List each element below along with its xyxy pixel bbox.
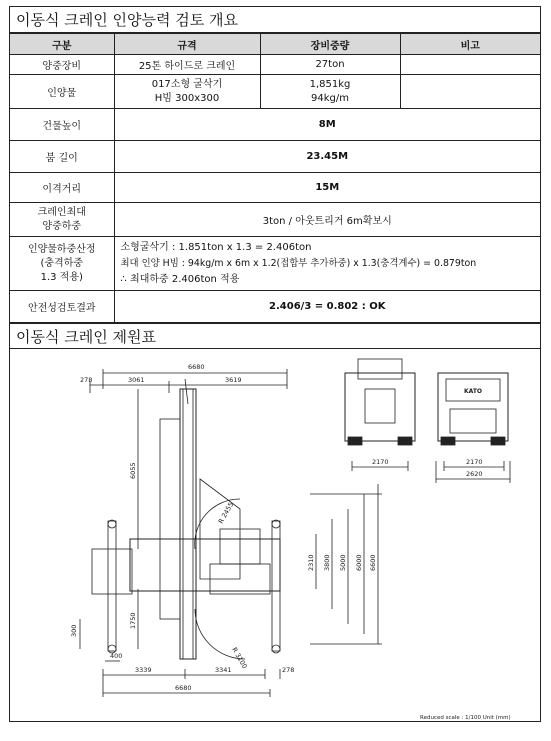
cell-spec: 017소형 굴삭기 H빔 300x300: [114, 75, 260, 109]
cell-weight: 1,851kg 94kg/m: [260, 75, 400, 109]
header-weight: 장비중량: [260, 34, 400, 55]
row-label: 이격거리: [10, 173, 114, 203]
dim-6000: 6000: [355, 554, 363, 571]
dim-top-total: 6680: [188, 363, 205, 371]
section-title-spec: 이동식 크레인 제원표: [10, 323, 540, 349]
scale-note: Reduced scale : 1/100 Unit (mm): [420, 715, 511, 721]
cell-note: [400, 75, 540, 109]
dim-front-width: 2170: [372, 458, 389, 466]
row-label: 크레인최대 양중하중: [10, 203, 114, 237]
row-label: 붐 길이: [10, 141, 114, 173]
row-label: 건물높이: [10, 109, 114, 141]
document-page: [9, 6, 541, 722]
dim-6055: 6055: [129, 462, 137, 479]
cell-value: 8M: [114, 109, 540, 141]
dim-r2455: R 2455: [216, 500, 236, 525]
overview-table: [10, 33, 540, 323]
cell-spec: 25톤 하이드로 크레인: [114, 55, 260, 75]
cell-value: 3ton / 아웃트리거 6m확보시: [114, 203, 540, 237]
brand-label: KATO: [464, 388, 483, 395]
row-label: 양중장비: [10, 55, 114, 75]
header-spec: 규격: [114, 34, 260, 55]
row-label: 인양물: [10, 75, 114, 109]
cell-value: 15M: [114, 173, 540, 203]
dim-300: 300: [70, 624, 78, 637]
crane-drawing-svg: [10, 349, 540, 725]
dim-bottom-left: 3339: [135, 666, 152, 674]
dim-rear-total: 2620: [466, 470, 483, 478]
dim-bottom-total: 6680: [175, 684, 192, 692]
dim-r3100: R 3100: [230, 646, 249, 671]
dim-top-right: 3619: [225, 376, 242, 384]
row-label: 안전성검토결과: [10, 291, 114, 323]
cell-weight: 27ton: [260, 55, 400, 75]
dim-bottom-right: 3341: [215, 666, 232, 674]
dim-1750: 1750: [129, 612, 137, 629]
dim-5000: 5000: [339, 554, 347, 571]
dim-top-left: 3061: [128, 376, 145, 384]
cell-result: 2.406/3 = 0.802 : OK: [114, 291, 540, 323]
dim-400: 400: [110, 652, 123, 660]
dim-bottom-278: 278: [282, 666, 295, 674]
header-note: 비고: [400, 34, 540, 55]
row-label: 인양물하중산정 (충격하중 1.3 적용): [10, 237, 114, 291]
cell-note: [400, 55, 540, 75]
dim-2310: 2310: [307, 554, 315, 571]
dim-6600: 6600: [369, 554, 377, 571]
dim-3800: 3800: [323, 554, 331, 571]
cell-calculation: 소형굴삭기 : 1.851ton x 1.3 = 2.406ton 최대 인양 H빔 : 94kg/m x 6m x 1.2(접합부 추가하중) x 1.3(충격계수) = 0.879ton ∴ 최대하중 2.406ton 적용: [114, 237, 540, 291]
section-title-overview: 이동식 크레인 인양능력 검토 개요: [10, 7, 540, 33]
dim-rear-width: 2170: [466, 458, 483, 466]
cell-value: 23.45M: [114, 141, 540, 173]
dim-top-278: 278: [80, 376, 93, 384]
crane-spec-drawing: [10, 349, 540, 725]
header-category: 구분: [10, 34, 114, 55]
